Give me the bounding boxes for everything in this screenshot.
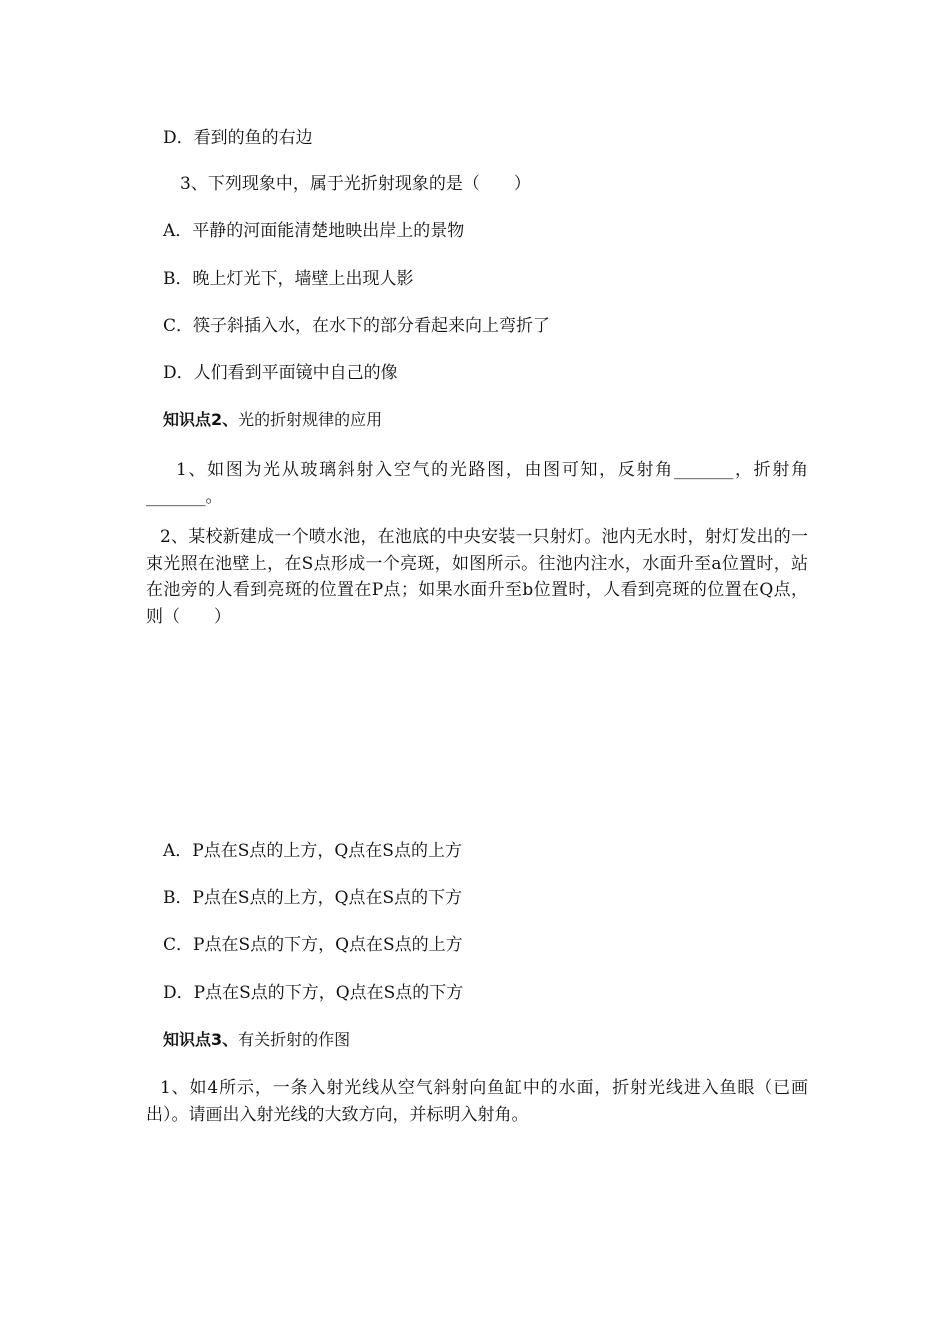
section-3-title: 有关折射的作图	[238, 1030, 351, 1049]
section-2-question-2: 2、某校新建成一个喷水池，在池底的中央安装一只射灯。池内无水时，射灯发出的一束光照在池壁上，在S点形成一个亮斑，如图所示。往池内注水，水面升至a位置时，站在池旁的人看到亮斑的位置在P点；如果水面升至b位置时，人看到亮斑的位置在Q点，则（ ）	[146, 527, 808, 627]
question-3-option-d: D．人们看到平面镜中自己的像	[163, 363, 398, 383]
section-2-q2-option-d: D．P点在S点的下方，Q点在S点的下方	[163, 983, 464, 1003]
question-3-option-c: C．筷子斜插入水，在水下的部分看起来向上弯折了	[163, 316, 551, 336]
section-3-question-1: 1、如4所示，一条入射光线从空气斜射向鱼缸中的水面，折射光线进入鱼眼（已画出）。请画出入射光线的大致方向，并标明入射角。	[146, 1078, 808, 1125]
section-3-heading	[163, 1028, 350, 1052]
question-3-stem: 3、下列现象中，属于光折射现象的是（ ）	[180, 174, 531, 194]
question-3-option-a: A．平静的河面能清楚地映出岸上的景物	[163, 221, 465, 241]
section-2-label: 知识点	[163, 410, 212, 429]
section-2-q2-option-b: B．P点在S点的上方，Q点在S点的下方	[163, 888, 463, 908]
section-2-number: 2、	[211, 410, 239, 429]
section-2-q2-option-c: C．P点在S点的下方，Q点在S点的上方	[163, 935, 463, 955]
section-3-number: 3、	[211, 1030, 239, 1049]
section-2-question-1: 1、如图为光从玻璃斜射入空气的光路图，由图可知，反射角_______，折射角_______。	[146, 460, 808, 507]
section-2-heading	[163, 408, 382, 432]
section-2-title: 光的折射规律的应用	[238, 410, 383, 429]
option-d-prev: D．看到的鱼的右边	[163, 128, 313, 148]
section-2-q2-option-a: A．P点在S点的上方，Q点在S点的上方	[163, 841, 462, 861]
question-3-option-b: B．晚上灯光下，墙壁上出现人影	[163, 269, 414, 289]
section-3-label: 知识点	[163, 1030, 212, 1049]
